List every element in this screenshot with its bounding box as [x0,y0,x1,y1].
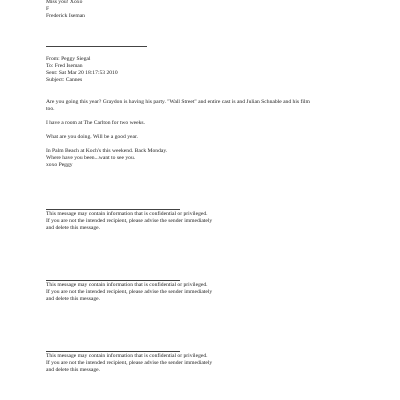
disclaimer-line: and delete this message. [46,367,101,373]
body-paragraph-4-line-1: In Palm Beach at Koch's this weekend. Back Monday. [46,148,168,154]
body-paragraph-2: I have a room at The Carlton for two weeks. [46,120,145,126]
disclaimer-line: and delete this message. [46,225,101,231]
header-from: From: Peggy Siegal [46,56,91,62]
header-sent: Sent: Sat Mar 20 18:17:53 2010 [46,70,118,76]
signoff-miss-you: Miss you! Xoxo [46,0,83,5]
disclaimer-line: If you are not the intended recipient, please advise the sender immediately [46,289,213,295]
disclaimer-line: This message may contain information that is confidential or privileged. [46,353,208,359]
disclaimer-line: This message may contain information that is confidential or privileged. [46,211,208,217]
disclaimer-separator [46,209,180,210]
body-paragraph-3: What are you doing. Will be a good year. [46,134,138,140]
body-signature: xoxo Peggy [46,162,73,168]
body-paragraph-1-line-1: Are you going this year? Graydon is having his party. "Wall Street" and entire cast is and Julian Schnable and his film [46,99,310,105]
header-to: To: Fred Iseman [46,63,83,69]
disclaimer-line: and delete this message. [46,296,101,302]
disclaimer-line: This message may contain information that is confidential or privileged. [46,282,208,288]
header-subject: Subject: Cannes [46,77,83,83]
disclaimer-line: If you are not the intended recipient, please advise the sender immediately [46,218,213,224]
body-paragraph-1-line-2: too. [46,106,55,112]
body-paragraph-4-line-2: Where have you been...want to see you. [46,155,136,161]
disclaimer-separator [46,351,180,352]
separator-line [46,46,147,47]
disclaimer-separator [46,280,180,281]
signoff-name: Frederick Iseman [46,13,85,19]
disclaimer-line: If you are not the intended recipient, please advise the sender immediately [46,360,213,366]
signoff-initial: F [46,6,50,12]
